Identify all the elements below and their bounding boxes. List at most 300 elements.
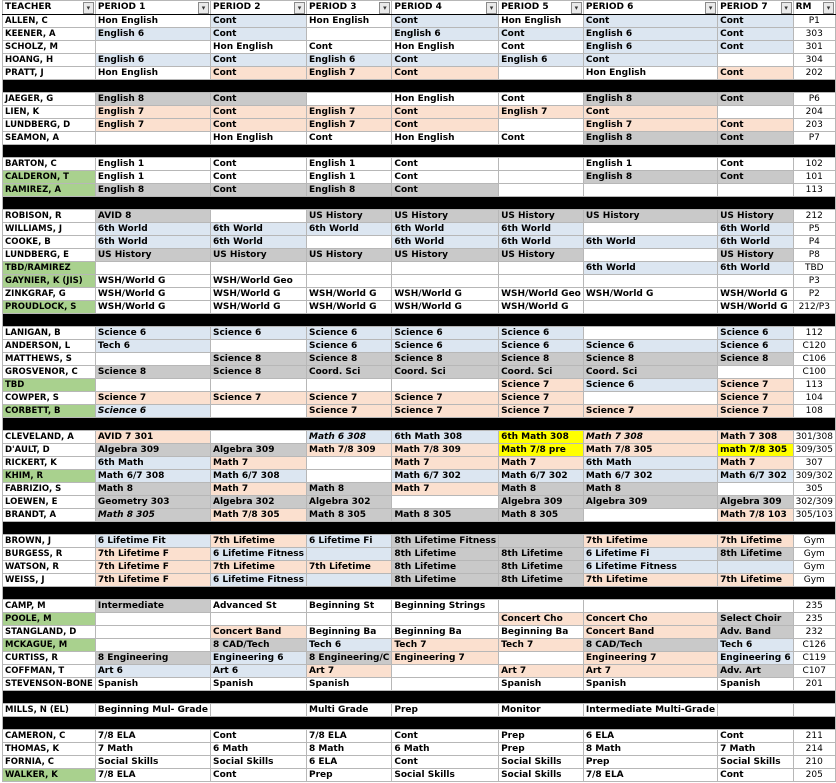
- teacher-cell[interactable]: TBD: [3, 379, 96, 392]
- period-5-cell[interactable]: English 7: [499, 106, 584, 119]
- period-1-cell[interactable]: Social Skills: [95, 756, 210, 769]
- room-cell[interactable]: C119: [793, 652, 835, 665]
- room-cell[interactable]: C100: [793, 366, 835, 379]
- period-6-cell[interactable]: Science 6: [583, 379, 717, 392]
- period-6-cell[interactable]: Science 8: [583, 353, 717, 366]
- teacher-cell[interactable]: KEENER, A: [3, 28, 96, 41]
- period-2-cell[interactable]: Algebra 309: [210, 444, 306, 457]
- period-2-cell[interactable]: 6th World: [210, 223, 306, 236]
- period-6-cell[interactable]: Art 7: [583, 665, 717, 678]
- period-3-cell[interactable]: Beginning Ba: [306, 626, 391, 639]
- period-3-cell[interactable]: Algebra 302: [306, 496, 391, 509]
- period-5-cell[interactable]: Cont: [499, 132, 584, 145]
- room-cell[interactable]: C126: [793, 639, 835, 652]
- teacher-cell[interactable]: CAMERON, C: [3, 730, 96, 743]
- period-4-cell[interactable]: Math 8 305: [392, 509, 499, 522]
- filter-dropdown-icon[interactable]: ▾: [781, 2, 792, 14]
- teacher-cell[interactable]: LUNDBERG, D: [3, 119, 96, 132]
- period-5-cell[interactable]: Art 7: [499, 665, 584, 678]
- room-cell[interactable]: 204: [793, 106, 835, 119]
- period-1-cell[interactable]: 7th Lifetime F: [95, 574, 210, 587]
- period-3-cell[interactable]: Cont: [306, 132, 391, 145]
- period-1-cell[interactable]: English 7: [95, 106, 210, 119]
- period-5-cell[interactable]: Cont: [499, 41, 584, 54]
- period-3-cell[interactable]: US History: [306, 210, 391, 223]
- period-3-cell[interactable]: Cont: [306, 41, 391, 54]
- teacher-cell[interactable]: LUNDBERG, E: [3, 249, 96, 262]
- room-cell[interactable]: 232: [793, 626, 835, 639]
- period-1-cell[interactable]: Geometry 303: [95, 496, 210, 509]
- period-4-cell[interactable]: [392, 678, 499, 691]
- room-cell[interactable]: 113: [793, 379, 835, 392]
- period-6-cell[interactable]: [583, 249, 717, 262]
- teacher-cell[interactable]: PROUDLOCK, S: [3, 301, 96, 314]
- teacher-cell[interactable]: WEISS, J: [3, 574, 96, 587]
- period-4-cell[interactable]: Prep: [392, 704, 499, 717]
- period-5-cell[interactable]: English 6: [499, 54, 584, 67]
- period-7-cell[interactable]: US History: [718, 210, 793, 223]
- period-3-cell[interactable]: 6 Lifetime Fi: [306, 535, 391, 548]
- period-5-cell[interactable]: Science 7: [499, 379, 584, 392]
- period-2-cell[interactable]: Social Skills: [210, 756, 306, 769]
- period-6-cell[interactable]: Intermediate Multi-Grade: [583, 704, 717, 717]
- column-header-0[interactable]: [3, 1, 96, 15]
- period-1-cell[interactable]: Math 8: [95, 483, 210, 496]
- period-2-cell[interactable]: [210, 210, 306, 223]
- period-6-cell[interactable]: [583, 509, 717, 522]
- period-2-cell[interactable]: Science 7: [210, 392, 306, 405]
- column-header-4[interactable]: [392, 1, 499, 15]
- room-cell[interactable]: P6: [793, 93, 835, 106]
- period-5-cell[interactable]: Prep: [499, 743, 584, 756]
- period-5-cell[interactable]: [499, 275, 584, 288]
- period-7-cell[interactable]: Science 7: [718, 379, 793, 392]
- period-3-cell[interactable]: [306, 93, 391, 106]
- room-cell[interactable]: TBD: [793, 262, 835, 275]
- period-5-cell[interactable]: [499, 119, 584, 132]
- period-1-cell[interactable]: Math 8 305: [95, 509, 210, 522]
- column-header-5[interactable]: [499, 1, 584, 15]
- period-4-cell[interactable]: Cont: [392, 67, 499, 80]
- filter-dropdown-icon[interactable]: ▾: [486, 2, 497, 14]
- room-cell[interactable]: 203: [793, 119, 835, 132]
- period-3-cell[interactable]: 6 ELA: [306, 756, 391, 769]
- period-3-cell[interactable]: English 7: [306, 119, 391, 132]
- period-1-cell[interactable]: 6th Math: [95, 457, 210, 470]
- period-4-cell[interactable]: Cont: [392, 119, 499, 132]
- room-cell[interactable]: 301: [793, 41, 835, 54]
- period-6-cell[interactable]: 7th Lifetime: [583, 574, 717, 587]
- teacher-cell[interactable]: BRANDT, A: [3, 509, 96, 522]
- period-7-cell[interactable]: Algebra 309: [718, 496, 793, 509]
- period-6-cell[interactable]: [583, 184, 717, 197]
- period-7-cell[interactable]: Science 6: [718, 327, 793, 340]
- room-cell[interactable]: 302/309: [793, 496, 835, 509]
- period-6-cell[interactable]: Cont: [583, 54, 717, 67]
- period-3-cell[interactable]: US History: [306, 249, 391, 262]
- period-5-cell[interactable]: Social Skills: [499, 756, 584, 769]
- period-2-cell[interactable]: 7th Lifetime: [210, 535, 306, 548]
- room-cell[interactable]: 303: [793, 28, 835, 41]
- period-6-cell[interactable]: English 6: [583, 41, 717, 54]
- period-5-cell[interactable]: [499, 184, 584, 197]
- room-cell[interactable]: 305/103: [793, 509, 835, 522]
- period-6-cell[interactable]: 6th Math: [583, 457, 717, 470]
- teacher-cell[interactable]: POOLE, M: [3, 613, 96, 626]
- period-1-cell[interactable]: 7th Lifetime F: [95, 561, 210, 574]
- period-7-cell[interactable]: Cont: [718, 28, 793, 41]
- room-cell[interactable]: P4: [793, 236, 835, 249]
- period-4-cell[interactable]: Hon English: [392, 132, 499, 145]
- teacher-cell[interactable]: LANIGAN, B: [3, 327, 96, 340]
- period-3-cell[interactable]: Science 8: [306, 353, 391, 366]
- room-cell[interactable]: 201: [793, 678, 835, 691]
- teacher-cell[interactable]: BROWN, J: [3, 535, 96, 548]
- period-4-cell[interactable]: [392, 613, 499, 626]
- period-7-cell[interactable]: Cont: [718, 769, 793, 782]
- room-cell[interactable]: 309/305: [793, 444, 835, 457]
- teacher-cell[interactable]: WILLIAMS, J: [3, 223, 96, 236]
- room-cell[interactable]: Gym: [793, 574, 835, 587]
- period-3-cell[interactable]: 8 Math: [306, 743, 391, 756]
- period-5-cell[interactable]: 6th World: [499, 223, 584, 236]
- period-7-cell[interactable]: [718, 366, 793, 379]
- period-1-cell[interactable]: [95, 262, 210, 275]
- period-7-cell[interactable]: Science 6: [718, 340, 793, 353]
- period-1-cell[interactable]: 7/8 ELA: [95, 730, 210, 743]
- period-3-cell[interactable]: WSH/World G: [306, 288, 391, 301]
- teacher-cell[interactable]: PRATT, J: [3, 67, 96, 80]
- period-5-cell[interactable]: [499, 67, 584, 80]
- period-5-cell[interactable]: Cont: [499, 93, 584, 106]
- period-2-cell[interactable]: Hon English: [210, 132, 306, 145]
- period-5-cell[interactable]: [499, 171, 584, 184]
- period-2-cell[interactable]: Spanish: [210, 678, 306, 691]
- room-cell[interactable]: 211: [793, 730, 835, 743]
- period-4-cell[interactable]: English 6: [392, 28, 499, 41]
- period-6-cell[interactable]: [583, 275, 717, 288]
- period-6-cell[interactable]: [583, 392, 717, 405]
- period-2-cell[interactable]: Cont: [210, 67, 306, 80]
- period-7-cell[interactable]: 6th World: [718, 223, 793, 236]
- period-4-cell[interactable]: Tech 7: [392, 639, 499, 652]
- period-1-cell[interactable]: 7/8 ELA: [95, 769, 210, 782]
- period-6-cell[interactable]: [583, 301, 717, 314]
- period-1-cell[interactable]: 6th World: [95, 236, 210, 249]
- period-4-cell[interactable]: Beginning Ba: [392, 626, 499, 639]
- period-5-cell[interactable]: Coord. Sci: [499, 366, 584, 379]
- filter-dropdown-icon[interactable]: ▾: [198, 2, 209, 14]
- teacher-cell[interactable]: SEAMON, A: [3, 132, 96, 145]
- column-header-8[interactable]: [793, 1, 835, 15]
- period-7-cell[interactable]: WSH/World G: [718, 288, 793, 301]
- period-2-cell[interactable]: Cont: [210, 106, 306, 119]
- period-7-cell[interactable]: [718, 54, 793, 67]
- period-1-cell[interactable]: Math 6/7 308: [95, 470, 210, 483]
- period-4-cell[interactable]: Science 7: [392, 405, 499, 418]
- teacher-cell[interactable]: BARTON, C: [3, 158, 96, 171]
- period-1-cell[interactable]: [95, 379, 210, 392]
- period-1-cell[interactable]: Intermediate: [95, 600, 210, 613]
- period-4-cell[interactable]: Math 6/7 302: [392, 470, 499, 483]
- period-4-cell[interactable]: US History: [392, 210, 499, 223]
- period-7-cell[interactable]: WSH/World G: [718, 301, 793, 314]
- period-6-cell[interactable]: [583, 600, 717, 613]
- period-6-cell[interactable]: Coord. Sci: [583, 366, 717, 379]
- period-3-cell[interactable]: English 1: [306, 158, 391, 171]
- period-6-cell[interactable]: Algebra 309: [583, 496, 717, 509]
- teacher-cell[interactable]: ANDERSON, L: [3, 340, 96, 353]
- period-1-cell[interactable]: US History: [95, 249, 210, 262]
- period-7-cell[interactable]: 8th Lifetime: [718, 548, 793, 561]
- period-2-cell[interactable]: Science 8: [210, 366, 306, 379]
- period-5-cell[interactable]: Science 6: [499, 340, 584, 353]
- teacher-cell[interactable]: LOEWEN, E: [3, 496, 96, 509]
- period-5-cell[interactable]: Science 8: [499, 353, 584, 366]
- teacher-cell[interactable]: TBD/RAMIREZ: [3, 262, 96, 275]
- period-1-cell[interactable]: 6 Lifetime Fit: [95, 535, 210, 548]
- period-6-cell[interactable]: [583, 327, 717, 340]
- room-cell[interactable]: 214: [793, 743, 835, 756]
- period-5-cell[interactable]: [499, 158, 584, 171]
- period-3-cell[interactable]: Coord. Sci: [306, 366, 391, 379]
- teacher-cell[interactable]: LIEN, K: [3, 106, 96, 119]
- period-5-cell[interactable]: Math 6/7 302: [499, 470, 584, 483]
- period-7-cell[interactable]: Math 7/8 103: [718, 509, 793, 522]
- period-7-cell[interactable]: Math 6/7 302: [718, 470, 793, 483]
- period-3-cell[interactable]: Tech 6: [306, 639, 391, 652]
- period-6-cell[interactable]: English 8: [583, 93, 717, 106]
- period-4-cell[interactable]: Beginning Strings: [392, 600, 499, 613]
- teacher-cell[interactable]: RICKERT, K: [3, 457, 96, 470]
- period-6-cell[interactable]: Hon English: [583, 67, 717, 80]
- period-5-cell[interactable]: WSH/World G: [499, 301, 584, 314]
- room-cell[interactable]: 301/308: [793, 431, 835, 444]
- teacher-cell[interactable]: FABRIZIO, S: [3, 483, 96, 496]
- room-cell[interactable]: P7: [793, 132, 835, 145]
- period-3-cell[interactable]: English 7: [306, 67, 391, 80]
- period-2-cell[interactable]: Cont: [210, 93, 306, 106]
- period-2-cell[interactable]: Engineering 6: [210, 652, 306, 665]
- period-1-cell[interactable]: Science 6: [95, 405, 210, 418]
- period-5-cell[interactable]: [499, 535, 584, 548]
- teacher-cell[interactable]: CAMP, M: [3, 600, 96, 613]
- teacher-cell[interactable]: MCKAGUE, M: [3, 639, 96, 652]
- period-7-cell[interactable]: Cont: [718, 730, 793, 743]
- period-4-cell[interactable]: Cont: [392, 54, 499, 67]
- period-1-cell[interactable]: AVID 8: [95, 210, 210, 223]
- room-cell[interactable]: 102: [793, 158, 835, 171]
- period-3-cell[interactable]: [306, 470, 391, 483]
- period-2-cell[interactable]: US History: [210, 249, 306, 262]
- period-3-cell[interactable]: English 6: [306, 54, 391, 67]
- period-5-cell[interactable]: 8th Lifetime: [499, 574, 584, 587]
- teacher-cell[interactable]: THOMAS, K: [3, 743, 96, 756]
- period-5-cell[interactable]: Algebra 309: [499, 496, 584, 509]
- period-2-cell[interactable]: Math 6/7 308: [210, 470, 306, 483]
- period-3-cell[interactable]: Science 6: [306, 340, 391, 353]
- period-6-cell[interactable]: Spanish: [583, 678, 717, 691]
- period-4-cell[interactable]: Cont: [392, 730, 499, 743]
- period-1-cell[interactable]: English 1: [95, 158, 210, 171]
- period-6-cell[interactable]: US History: [583, 210, 717, 223]
- period-7-cell[interactable]: Cont: [718, 67, 793, 80]
- period-3-cell[interactable]: Hon English: [306, 15, 391, 28]
- period-4-cell[interactable]: Cont: [392, 106, 499, 119]
- period-2-cell[interactable]: Science 6: [210, 327, 306, 340]
- period-5-cell[interactable]: [499, 262, 584, 275]
- period-7-cell[interactable]: Select Choir: [718, 613, 793, 626]
- room-cell[interactable]: 104: [793, 392, 835, 405]
- period-5-cell[interactable]: Prep: [499, 730, 584, 743]
- teacher-cell[interactable]: ROBISON, R: [3, 210, 96, 223]
- period-7-cell[interactable]: 7th Lifetime: [718, 535, 793, 548]
- room-cell[interactable]: P2: [793, 288, 835, 301]
- period-2-cell[interactable]: [210, 262, 306, 275]
- period-2-cell[interactable]: Math 7: [210, 457, 306, 470]
- period-4-cell[interactable]: [392, 262, 499, 275]
- period-2-cell[interactable]: 8 CAD/Tech: [210, 639, 306, 652]
- teacher-cell[interactable]: COWPER, S: [3, 392, 96, 405]
- teacher-cell[interactable]: CALDERON, T: [3, 171, 96, 184]
- period-3-cell[interactable]: Beginning St: [306, 600, 391, 613]
- period-5-cell[interactable]: [499, 600, 584, 613]
- period-5-cell[interactable]: Math 8: [499, 483, 584, 496]
- period-7-cell[interactable]: 7th Lifetime: [718, 574, 793, 587]
- period-2-cell[interactable]: WSH/World G: [210, 288, 306, 301]
- room-cell[interactable]: 305: [793, 483, 835, 496]
- period-6-cell[interactable]: Cont: [583, 15, 717, 28]
- period-1-cell[interactable]: 7th Lifetime F: [95, 548, 210, 561]
- period-7-cell[interactable]: 7 Math: [718, 743, 793, 756]
- room-cell[interactable]: Gym: [793, 535, 835, 548]
- period-3-cell[interactable]: Multi Grade: [306, 704, 391, 717]
- period-3-cell[interactable]: 7/8 ELA: [306, 730, 391, 743]
- period-1-cell[interactable]: [95, 613, 210, 626]
- period-4-cell[interactable]: Social Skills: [392, 769, 499, 782]
- period-5-cell[interactable]: WSH/World Geo: [499, 288, 584, 301]
- room-cell[interactable]: C107: [793, 665, 835, 678]
- filter-dropdown-icon[interactable]: ▾: [823, 2, 834, 14]
- period-2-cell[interactable]: Advanced St: [210, 600, 306, 613]
- period-3-cell[interactable]: [306, 613, 391, 626]
- period-4-cell[interactable]: 6th World: [392, 223, 499, 236]
- filter-dropdown-icon[interactable]: ▾: [379, 2, 390, 14]
- room-cell[interactable]: 235: [793, 600, 835, 613]
- period-4-cell[interactable]: [392, 379, 499, 392]
- period-2-cell[interactable]: Cont: [210, 184, 306, 197]
- period-3-cell[interactable]: Science 7: [306, 405, 391, 418]
- period-3-cell[interactable]: Math 6 308: [306, 431, 391, 444]
- period-5-cell[interactable]: 8th Lifetime: [499, 548, 584, 561]
- period-2-cell[interactable]: 6th World: [210, 236, 306, 249]
- teacher-cell[interactable]: MATTHEWS, S: [3, 353, 96, 366]
- column-header-2[interactable]: [210, 1, 306, 15]
- period-3-cell[interactable]: [306, 548, 391, 561]
- period-1-cell[interactable]: English 1: [95, 171, 210, 184]
- period-3-cell[interactable]: Art 7: [306, 665, 391, 678]
- period-7-cell[interactable]: [718, 275, 793, 288]
- period-3-cell[interactable]: Prep: [306, 769, 391, 782]
- period-7-cell[interactable]: Science 7: [718, 405, 793, 418]
- period-4-cell[interactable]: [392, 665, 499, 678]
- period-7-cell[interactable]: 6th World: [718, 262, 793, 275]
- teacher-cell[interactable]: CLEVELAND, A: [3, 431, 96, 444]
- teacher-cell[interactable]: KHIM, R: [3, 470, 96, 483]
- period-2-cell[interactable]: WSH/World Geo: [210, 275, 306, 288]
- period-6-cell[interactable]: Math 6/7 302: [583, 470, 717, 483]
- period-3-cell[interactable]: [306, 379, 391, 392]
- period-4-cell[interactable]: Math 7/8 309: [392, 444, 499, 457]
- period-4-cell[interactable]: Science 8: [392, 353, 499, 366]
- period-4-cell[interactable]: 8th Lifetime: [392, 574, 499, 587]
- period-4-cell[interactable]: 8th Lifetime: [392, 561, 499, 574]
- column-header-3[interactable]: [306, 1, 391, 15]
- period-2-cell[interactable]: [210, 613, 306, 626]
- period-1-cell[interactable]: Spanish: [95, 678, 210, 691]
- period-5-cell[interactable]: Monitor: [499, 704, 584, 717]
- period-5-cell[interactable]: Beginning Ba: [499, 626, 584, 639]
- period-3-cell[interactable]: [306, 236, 391, 249]
- period-3-cell[interactable]: Science 7: [306, 392, 391, 405]
- period-3-cell[interactable]: Math 7/8 309: [306, 444, 391, 457]
- period-5-cell[interactable]: [499, 652, 584, 665]
- period-4-cell[interactable]: Math 7: [392, 457, 499, 470]
- period-6-cell[interactable]: Cont: [583, 106, 717, 119]
- room-cell[interactable]: Gym: [793, 561, 835, 574]
- period-1-cell[interactable]: 6th World: [95, 223, 210, 236]
- period-5-cell[interactable]: 6th World: [499, 236, 584, 249]
- period-2-cell[interactable]: Cont: [210, 119, 306, 132]
- period-4-cell[interactable]: 6 Math: [392, 743, 499, 756]
- room-cell[interactable]: 108: [793, 405, 835, 418]
- column-header-1[interactable]: [95, 1, 210, 15]
- period-7-cell[interactable]: Engineering 6: [718, 652, 793, 665]
- period-1-cell[interactable]: Algebra 309: [95, 444, 210, 457]
- period-7-cell[interactable]: Adv. Art: [718, 665, 793, 678]
- period-1-cell[interactable]: Beginning Mul- Grade: [95, 704, 210, 717]
- period-1-cell[interactable]: [95, 41, 210, 54]
- period-7-cell[interactable]: Science 8: [718, 353, 793, 366]
- period-7-cell[interactable]: Spanish: [718, 678, 793, 691]
- teacher-cell[interactable]: HOANG, H: [3, 54, 96, 67]
- period-5-cell[interactable]: Math 7: [499, 457, 584, 470]
- period-7-cell[interactable]: [718, 561, 793, 574]
- period-2-cell[interactable]: 6 Math: [210, 743, 306, 756]
- room-cell[interactable]: 113: [793, 184, 835, 197]
- room-cell[interactable]: 309/302: [793, 470, 835, 483]
- period-7-cell[interactable]: Cont: [718, 15, 793, 28]
- room-cell[interactable]: C106: [793, 353, 835, 366]
- period-6-cell[interactable]: 6 Lifetime Fitness: [583, 561, 717, 574]
- period-3-cell[interactable]: [306, 457, 391, 470]
- period-3-cell[interactable]: 7th Lifetime: [306, 561, 391, 574]
- period-7-cell[interactable]: math 7/8 305: [718, 444, 793, 457]
- period-7-cell[interactable]: 6th World: [718, 236, 793, 249]
- period-2-cell[interactable]: Cont: [210, 54, 306, 67]
- period-2-cell[interactable]: Math 7/8 305: [210, 509, 306, 522]
- room-cell[interactable]: Gym: [793, 548, 835, 561]
- period-6-cell[interactable]: WSH/World G: [583, 288, 717, 301]
- period-6-cell[interactable]: 6th World: [583, 262, 717, 275]
- period-1-cell[interactable]: [95, 132, 210, 145]
- room-cell[interactable]: 307: [793, 457, 835, 470]
- period-1-cell[interactable]: Tech 6: [95, 340, 210, 353]
- column-header-6[interactable]: [583, 1, 717, 15]
- period-7-cell[interactable]: Science 7: [718, 392, 793, 405]
- period-6-cell[interactable]: Engineering 7: [583, 652, 717, 665]
- period-4-cell[interactable]: Engineering 7: [392, 652, 499, 665]
